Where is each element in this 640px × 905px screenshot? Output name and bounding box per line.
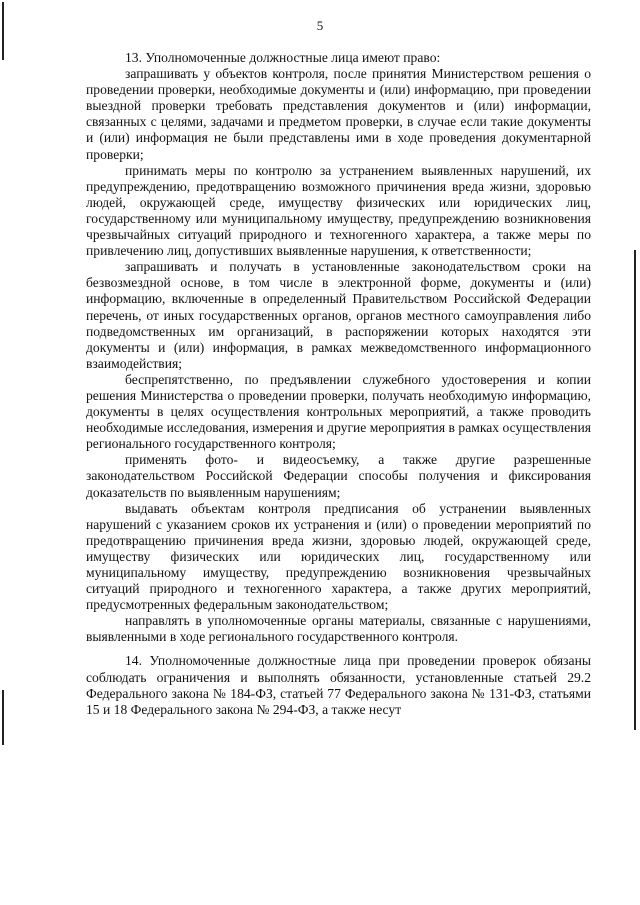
left-edge-mark — [2, 690, 4, 745]
page-number: 5 — [316, 18, 324, 33]
right-photo-video: применять фото- и видеосъемку, а также другие разрешенные законодательством Российской Федерации способы получения и фиксирования доказательств по выявленным нарушениям; — [86, 452, 591, 500]
right-access-information: беспрепятственно, по предъявлении служебного удостоверения и копии решения Министерства о проведении проверки, получать необходимую информацию, документы в целях осуществления контрольных мероприятий, а также проводить необходимые исследования, измерения и другие мероприятия в рамках осуществления регионального государственного контроля; — [86, 371, 591, 452]
right-request-documents: запрашивать у объектов контроля, после принятия Министерством решения о проведении проверки, необходимые документы и (или) информацию, при проведении выездной проверки требовать представления документов и (или) информации, связанных с целями, задачами и предметом проверки, в случае если такие документы и (или) информация не были представлены ими в ходе проведения документарной проверки; — [86, 66, 591, 162]
right-request-information: запрашивать и получать в установленные законодательством сроки на безвозмездной основе, в том числе в электронной форме, документы и (или) информацию, включенные в определенный Правительством Российской Федерации перечень, от иных государственных органов, органов местного самоуправления либо подведомственных им организаций, в распоряжении которых находятся эти документы и (или) информация, в рамках межведомственного информационного взаимодействия; — [86, 259, 591, 371]
section-14-paragraph: 14. Уполномоченные должностные лица при проведении проверок обязаны соблюдать ограничения и выполнять обязанности, установленные статьей 29.2 Федерального закона № 184-ФЗ, статьей 77 Федерального закона № 131-ФЗ, статьями 15 и 18 Федерального закона № 294-ФЗ, а также несут — [86, 653, 591, 717]
right-send-materials: направлять в уполномоченные органы материалы, связанные с нарушениями, выявленными в ходе регионального государственного контроля. — [86, 613, 591, 645]
section-13-heading: 13. Уполномоченные должностные лица имеют право: — [125, 50, 441, 65]
right-edge-mark — [634, 250, 636, 730]
right-issue-orders: выдавать объектам контроля предписания об устранении выявленных нарушений с указанием сроков их устранения и (или) о проведении мероприятий по предотвращению причинения вреда жизни, здоровью людей, окружающей среде, имуществу физических или юридических лиц, государственному или муниципальному имуществу, предупреждению возникновения чрезвычайных ситуаций природного и техногенного характера, а также других мероприятий, предусмотренных федеральным законодательством; — [86, 500, 591, 613]
document-body — [86, 50, 591, 718]
right-take-measures: принимать меры по контролю за устранением выявленных нарушений, их предупреждению, предотвращению возможного причинения вреда жизни, здоровью людей, окружающей среде, имуществу физических или юридических лиц, государственному или муниципальному имуществу, предупреждению возникновения чрезвычайных ситуаций природного и техногенного характера, а также меры по привлечению лиц, допустивших выявленные нарушения, к ответственности; — [86, 162, 591, 259]
